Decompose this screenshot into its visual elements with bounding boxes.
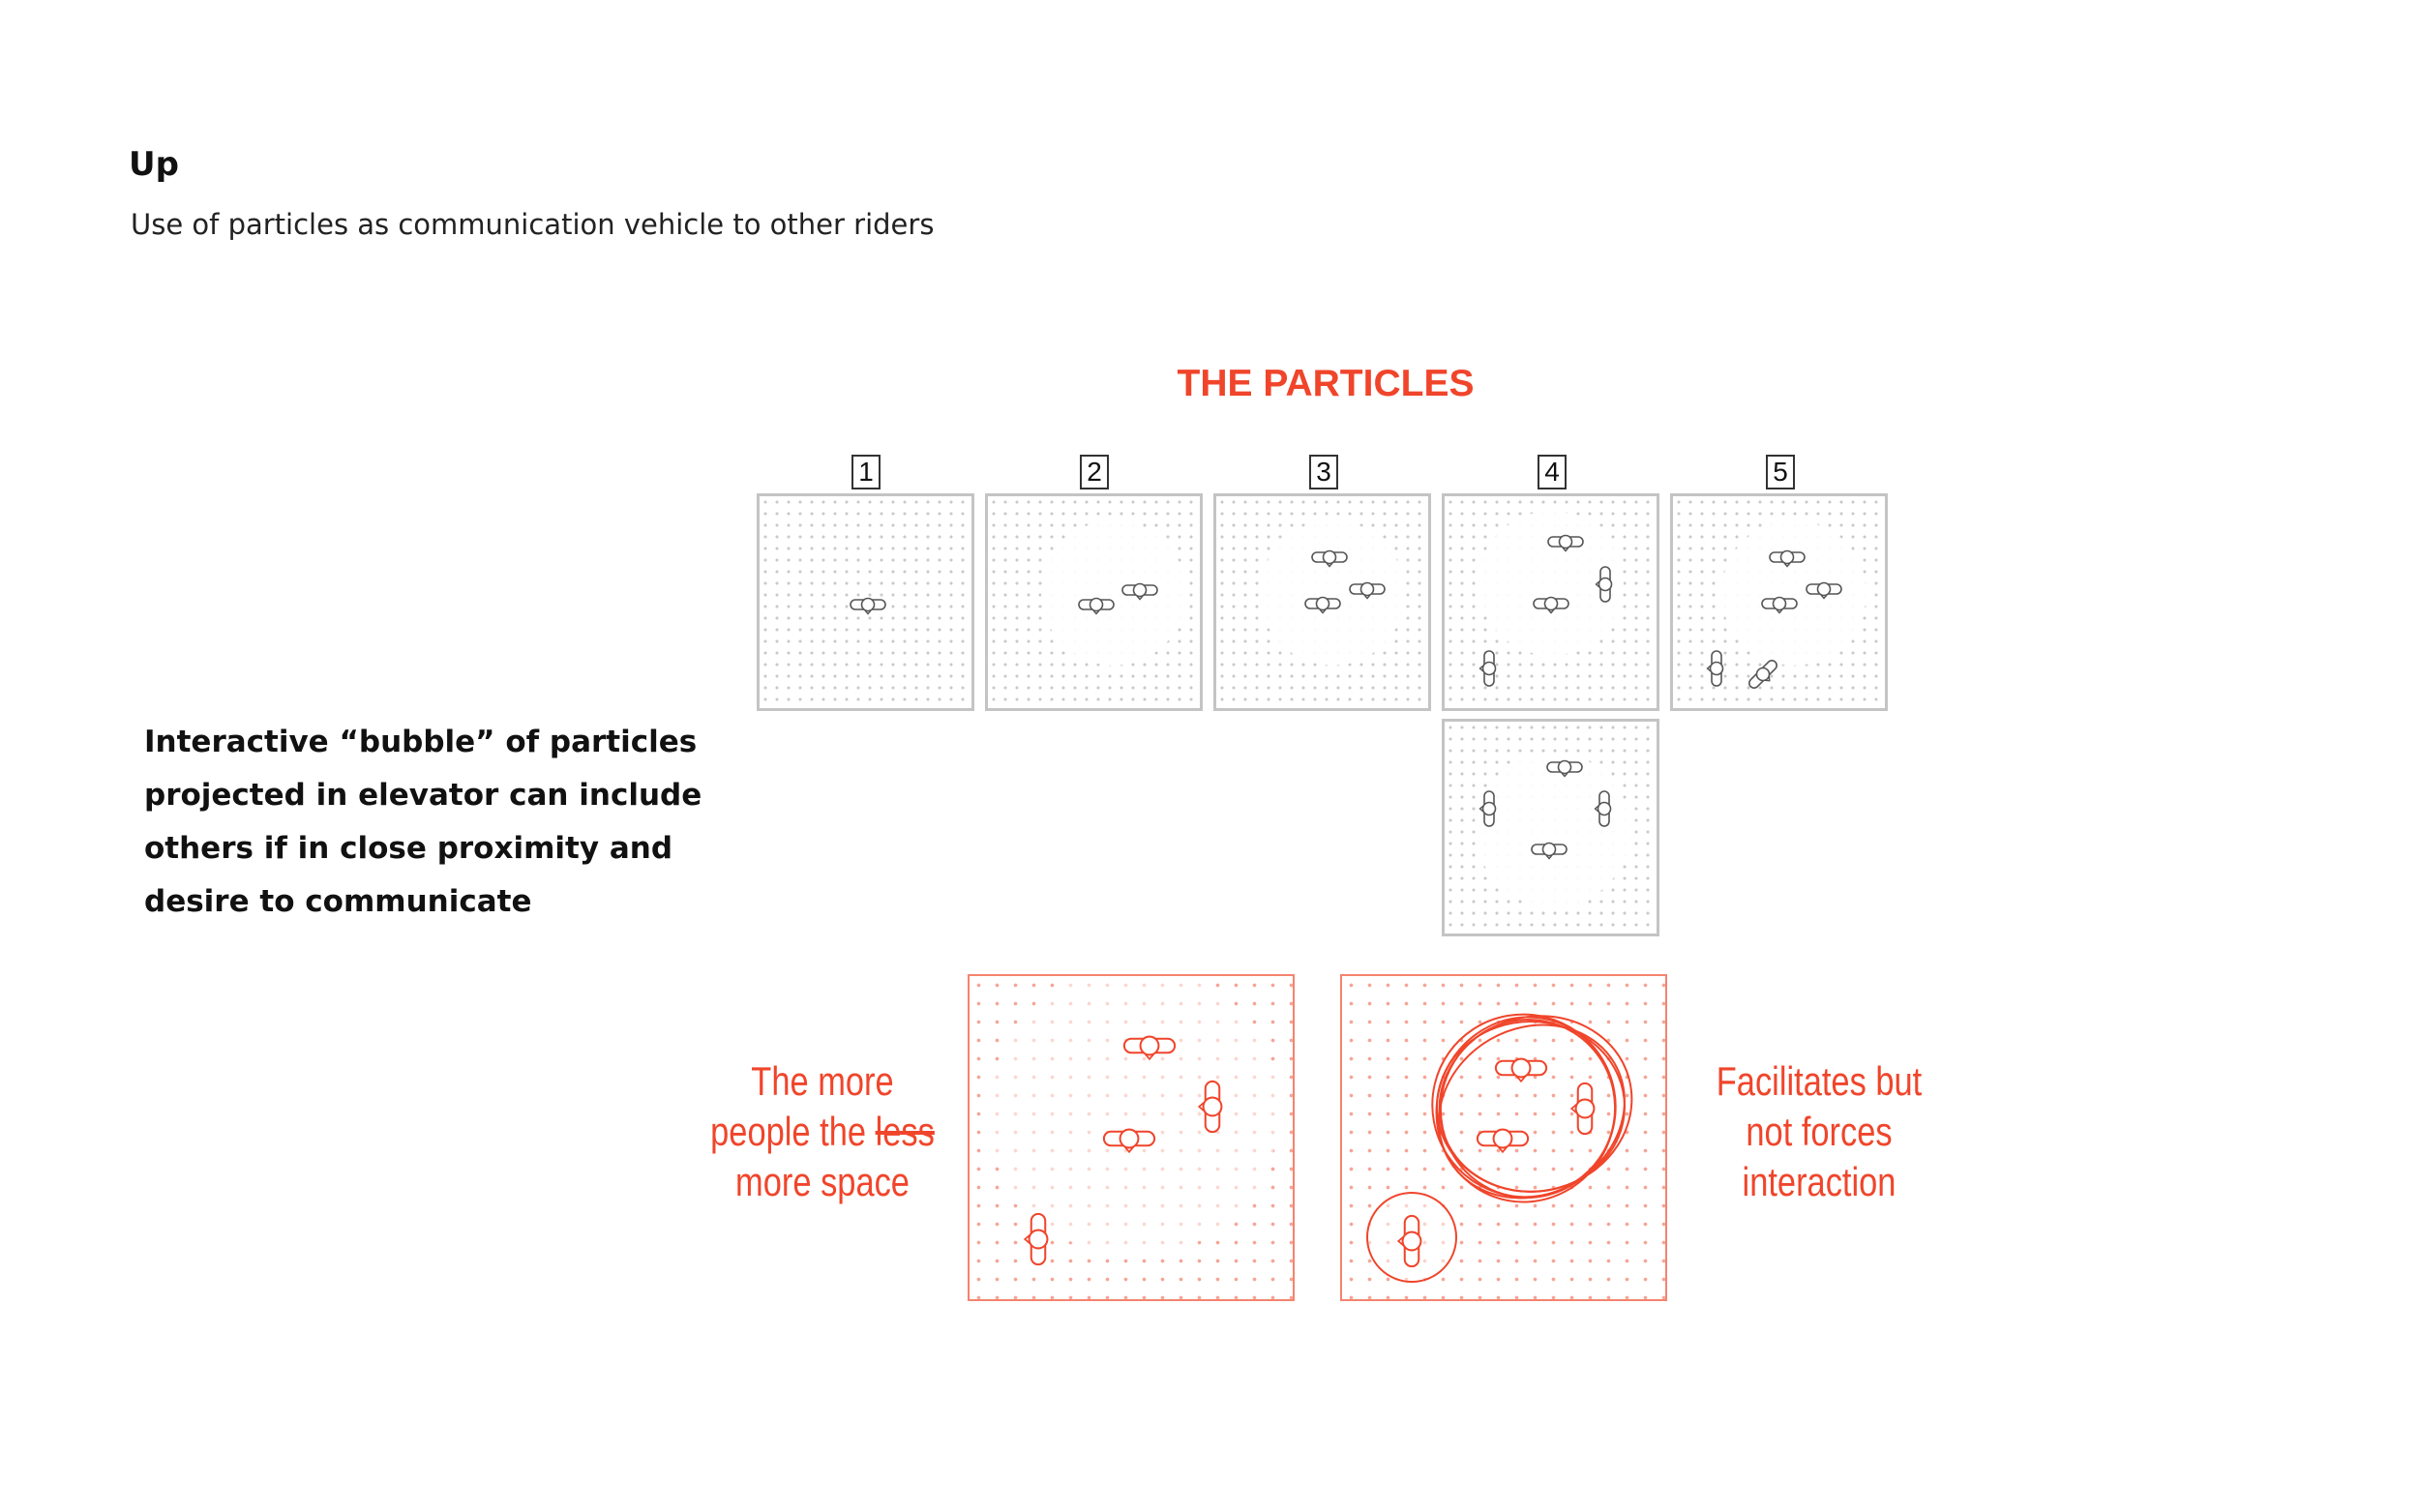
example-panel-interaction-figures bbox=[1342, 976, 1667, 1301]
step-badge-2: 2 bbox=[1080, 455, 1109, 489]
step-panel-3 bbox=[1213, 493, 1431, 711]
step-panel-2-figures bbox=[988, 496, 1203, 711]
page-heading: Up bbox=[129, 145, 179, 184]
description-line: Interactive “bubble” of particles bbox=[144, 725, 698, 759]
step-panel-3-figures bbox=[1216, 496, 1431, 711]
step-panel-6-figures bbox=[1445, 722, 1659, 936]
interaction-ring bbox=[1426, 1006, 1628, 1211]
person-icon bbox=[1571, 1083, 1594, 1134]
caption-line: not forces bbox=[1746, 1109, 1893, 1154]
bubble-area bbox=[1041, 520, 1186, 666]
page-subheading: Use of particles as communication vehicle to other riders bbox=[131, 208, 935, 241]
caption-fragment: people the bbox=[710, 1109, 876, 1154]
description-line: others if in close proximity and bbox=[144, 831, 673, 866]
interaction-ring bbox=[1419, 994, 1652, 1213]
caption-line: more space bbox=[735, 1159, 910, 1204]
person-icon bbox=[1480, 651, 1496, 686]
person-icon bbox=[1025, 1214, 1047, 1264]
step-panel-2 bbox=[985, 493, 1203, 711]
caption-line bbox=[696, 1107, 949, 1157]
bubble-area bbox=[989, 976, 1279, 1257]
caption-line: interaction bbox=[1742, 1159, 1896, 1204]
example-panel-interaction bbox=[1340, 974, 1667, 1301]
step-panel-5-figures bbox=[1673, 496, 1888, 711]
description-line: projected in elevator can include bbox=[144, 778, 702, 813]
description-line: desire to communicate bbox=[144, 884, 532, 919]
bubble-area bbox=[1721, 520, 1867, 666]
step-badge-4: 4 bbox=[1538, 455, 1567, 489]
step-badge-3: 3 bbox=[1309, 455, 1338, 489]
example-panel-more-space bbox=[968, 974, 1295, 1301]
step-badge-1: 1 bbox=[851, 455, 881, 489]
person-icon bbox=[1478, 1130, 1528, 1152]
caption-line: The more bbox=[751, 1058, 894, 1104]
step-panel-4-figures bbox=[1445, 496, 1659, 711]
step-panel-5 bbox=[1670, 493, 1888, 711]
example-panel-more-space-figures bbox=[970, 976, 1295, 1301]
step-panel-1-figures bbox=[760, 496, 974, 711]
step-panel-1 bbox=[757, 493, 974, 711]
person-icon bbox=[1708, 651, 1723, 686]
caption-more-space bbox=[696, 1056, 949, 1207]
caption-line: Facilitates but bbox=[1716, 1058, 1923, 1104]
description-text bbox=[144, 716, 725, 929]
person-icon bbox=[1496, 1059, 1546, 1082]
step-panel-4 bbox=[1442, 493, 1659, 711]
caption-struck-word: less bbox=[875, 1109, 935, 1154]
step-panel-6 bbox=[1442, 719, 1659, 936]
step-badge-5: 5 bbox=[1766, 455, 1795, 489]
interaction-ring bbox=[1407, 992, 1656, 1231]
diagram-title: THE PARTICLES bbox=[1177, 363, 1475, 404]
person-icon bbox=[851, 599, 885, 614]
bubble-area bbox=[1476, 753, 1630, 907]
caption-facilitates bbox=[1692, 1056, 1946, 1207]
person-icon bbox=[1747, 658, 1782, 694]
